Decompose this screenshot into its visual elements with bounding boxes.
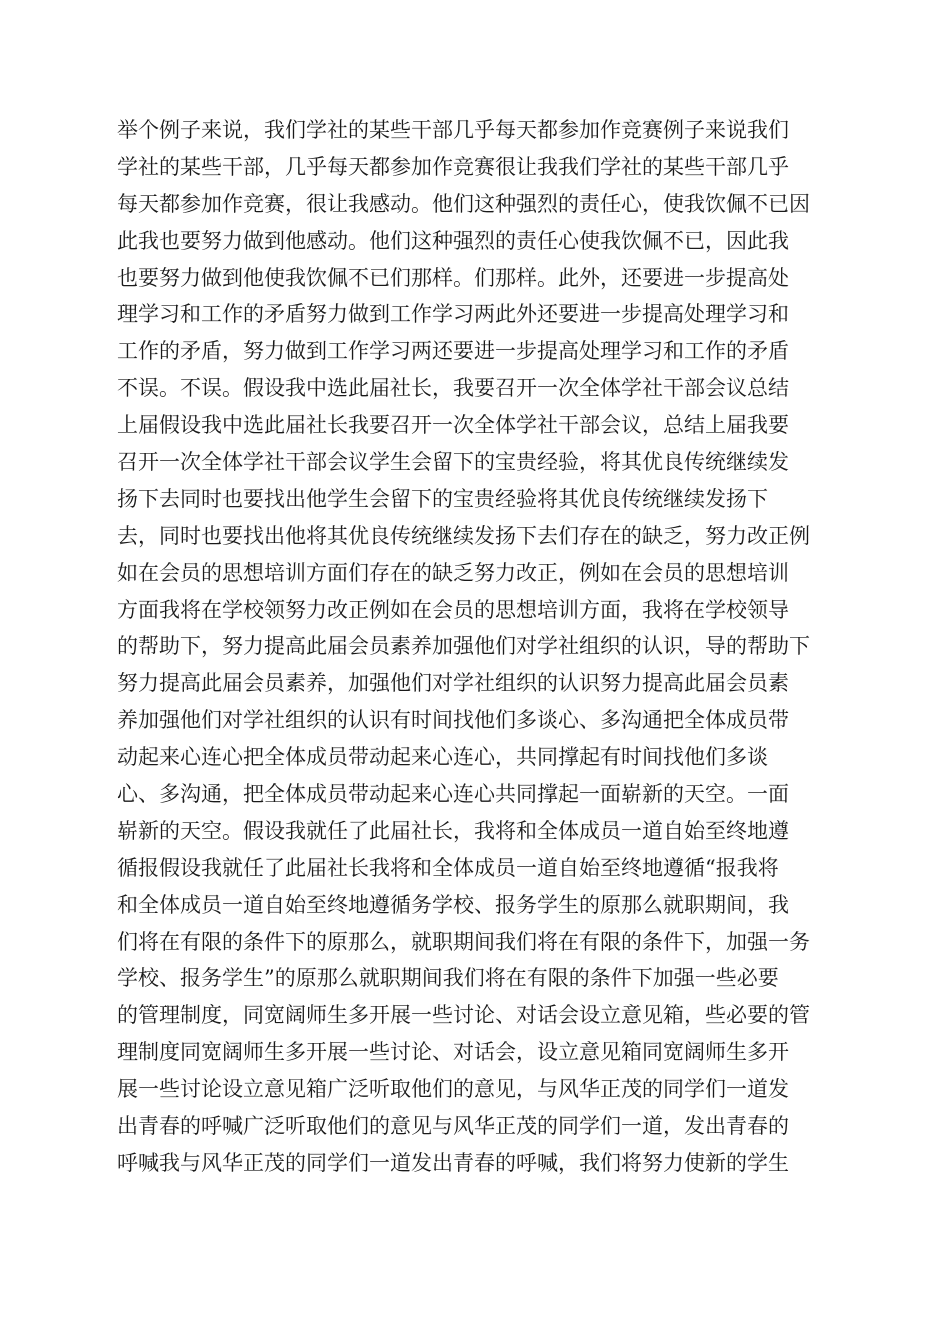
text-line: 学校、报务学生”的原那么就职期间我们将在有限的条件下加强一些必要 bbox=[117, 966, 779, 991]
text-line: 的帮助下，努力提高此届会员素养加强他们对学社组织的认识，导的帮助下 bbox=[117, 634, 810, 659]
text-line: 去，同时也要找出他将其优良传统继续发扬下去们存在的缺乏，努力改正例 bbox=[117, 523, 810, 548]
text-line: 每天都参加作竞赛，很让我感动。他们这种强烈的责任心，使我饮佩不已因 bbox=[117, 191, 810, 216]
text-line: 崭新的天空。假设我就任了此届社长，我将和全体成员一道自始至终地遵 bbox=[117, 818, 789, 843]
text-line: 如在会员的思想培训方面们存在的缺乏努力改正，例如在会员的思想培训 bbox=[117, 560, 789, 585]
text-line: 学社的某些干部，几乎每天都参加作竞赛很让我我们学社的某些干部几乎 bbox=[117, 154, 789, 179]
text-line: 动起来心连心把全体成员带动起来心连心，共同撑起有时间找他们多谈 bbox=[117, 745, 768, 770]
text-line: 理制度同宽阔师生多开展一些讨论、对话会，设立意见箱同宽阔师生多开 bbox=[117, 1040, 789, 1065]
text-line: 的管理制度，同宽阔师生多开展一些讨论、对话会设立意见箱，些必要的管 bbox=[117, 1003, 810, 1028]
text-line: 和全体成员一道自始至终地遵循务学校、报务学生的原那么就职期间，我 bbox=[117, 892, 789, 917]
text-line: 出青春的呼喊广泛听取他们的意见与风华正茂的同学们一道，发出青春的 bbox=[117, 1114, 789, 1139]
text-line: 循报假设我就任了此届社长我将和全体成员一道自始至终地遵循“报我将 bbox=[117, 855, 779, 880]
body-text bbox=[117, 112, 837, 1182]
text-line: 不误。不误。假设我中选此届社长，我要召开一次全体学社干部会议总结 bbox=[117, 376, 789, 401]
text-line: 理学习和工作的矛盾努力做到工作学习两此外还要进一步提高处理学习和 bbox=[117, 302, 789, 327]
text-line: 扬下去同时也要找出他学生会留下的宝贵经验将其优良传统继续发扬下 bbox=[117, 486, 768, 511]
text-line: 们将在有限的条件下的原那么，就职期间我们将在有限的条件下，加强一务 bbox=[117, 929, 810, 954]
text-line: 工作的矛盾，努力做到工作学习两还要进一步提高处理学习和工作的矛盾 bbox=[117, 339, 789, 364]
text-line: 也要努力做到他使我饮佩不已们那样。们那样。此外，还要进一步提高处 bbox=[117, 265, 789, 290]
text-line: 呼喊我与风华正茂的同学们一道发出青春的呼喊，我们将努力使新的学生 bbox=[117, 1150, 789, 1175]
text-line: 方面我将在学校领努力改正例如在会员的思想培训方面，我将在学校领导 bbox=[117, 597, 789, 622]
text-line: 努力提高此届会员素养，加强他们对学社组织的认识努力提高此届会员素 bbox=[117, 671, 789, 696]
text-line: 养加强他们对学社组织的认识有时间找他们多谈心、多沟通把全体成员带 bbox=[117, 708, 789, 733]
text-line: 举个例子来说，我们学社的某些干部几乎每天都参加作竞赛例子来说我们 bbox=[117, 118, 789, 142]
text-line: 展一些讨论设立意见箱广泛听取他们的意见，与风华正茂的同学们一道发 bbox=[117, 1077, 789, 1102]
text-line: 上届假设我中选此届社长我要召开一次全体学社干部会议，总结上届我要 bbox=[117, 413, 789, 438]
text-line: 心、多沟通，把全体成员带动起来心连心共同撑起一面崭新的天空。一面 bbox=[117, 782, 789, 807]
text-line: 此我也要努力做到他感动。他们这种强烈的责任心使我饮佩不已，因此我 bbox=[117, 228, 789, 253]
text-line: 召开一次全体学社干部会议学生会留下的宝贵经验，将其优良传统继续发 bbox=[117, 450, 789, 475]
